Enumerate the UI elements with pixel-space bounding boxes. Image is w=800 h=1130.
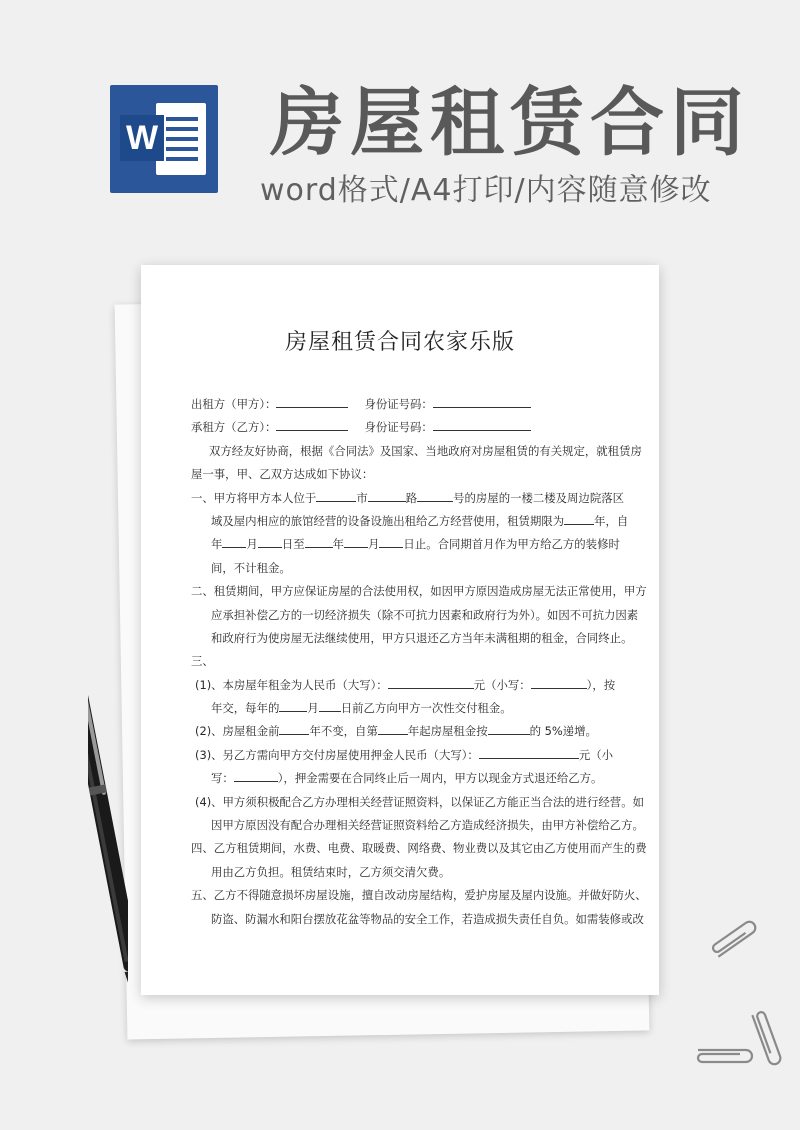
pen-icon — [88, 655, 128, 1035]
clause-5-line-1: 五、乙方不得随意损坏房屋设施，擅自改动房屋结构，爱护房屋及屋内设施。并做好防火、 — [191, 888, 647, 903]
lessee-line: 承租方（乙方）： 身份证号码： — [191, 416, 611, 439]
paperclip-icon — [708, 918, 768, 968]
clause-1-line-3: 年 月 日至 年 月 日止。合同期首月作为甲方给乙方的装修时 — [211, 537, 620, 552]
paperclip-icon — [748, 1008, 784, 1074]
clause-3-3-line-2: 写： ），押金需要在合同终止后一周内，甲方以现金方式退还给乙方。 — [211, 771, 603, 786]
clause-2-line-1: 二、租赁期间，甲方应保证房屋的合法使用权，如因甲方原因造成房屋无法正常使用，甲方 — [191, 584, 647, 599]
word-logo-icon — [110, 85, 218, 193]
clause-2-line-3: 和政府行为使房屋无法继续使用，甲方只退还乙方当年未满租期的租金，合同终止。 — [211, 630, 633, 645]
clause-3-2-line: (2)、房屋租金前 年不变，自第 年起房屋租金按 的 5%递增。 — [195, 724, 597, 739]
banner — [0, 0, 800, 230]
lessor-line: 出租方（甲方）： 身份证号码： — [191, 393, 611, 416]
banner-subtitle: word格式/A4打印/内容随意修改 — [260, 173, 712, 208]
clause-3-1-line-2: 年交，每年的 月 日前乙方向甲方一次性交付租金。 — [211, 701, 512, 716]
banner-title: 房屋租赁合同 — [270, 80, 750, 166]
clause-2-line-2: 应承担补偿乙方的一切经济损失（除不可抗力因素和政府行为外）。如因不可抗力因素 — [211, 607, 639, 622]
word-logo-letter: W — [120, 115, 164, 161]
clause-3-3-line-1: (3)、另乙方需向甲方交付房屋使用押金人民币（大写）： 元（小 — [195, 747, 613, 762]
document-body — [191, 393, 647, 931]
intro-line-2: 屋一事，甲、乙双方达成如下协议： — [191, 467, 374, 482]
clause-3-1-line-1: (1)、本房屋年租金为人民币（大写）： 元（小写： ），按 — [195, 677, 616, 692]
clause-1-line-2: 域及屋内相应的旅馆经营的设备设施出租给乙方经营使用，租赁期限为 年，自 — [211, 513, 629, 528]
clause-5-line-2: 防盗、防漏水和阳台摆放花盆等物品的安全工作，若造成损失责任自负。如需装修或改 — [211, 911, 644, 926]
clause-3-4-line-1: (4)、甲方须积极配合乙方办理相关经营证照资料，以保证乙方能正当合法的进行经营。如 — [195, 794, 644, 809]
intro-line-1: 双方经友好协商，根据《合同法》及国家、当地政府对房屋租赁的有关规定，就租赁房 — [209, 443, 642, 458]
clause-1-line-1: 一、甲方将甲方本人位于 市 路 号的房屋的一楼二楼及周边院落区 — [191, 490, 624, 505]
clause-4-line-2: 用由乙方负担。租赁结束时，乙方须交清欠费。 — [211, 864, 451, 879]
clause-1-line-4: 间，不计租金。 — [211, 560, 291, 575]
clause-3-4-line-2: 因甲方原因没有配合办理相关经营证照资料给乙方造成经济损失，由甲方补偿给乙方。 — [211, 818, 644, 833]
document-page — [141, 265, 659, 995]
clause-3-heading: 三、 — [191, 654, 214, 669]
clause-4-line-1: 四、乙方租赁期间，水费、电费、取暖费、网络费、物业费以及其它由乙方使用而产生的费 — [191, 841, 647, 856]
document-title: 房屋租赁合同农家乐版 — [284, 330, 515, 355]
